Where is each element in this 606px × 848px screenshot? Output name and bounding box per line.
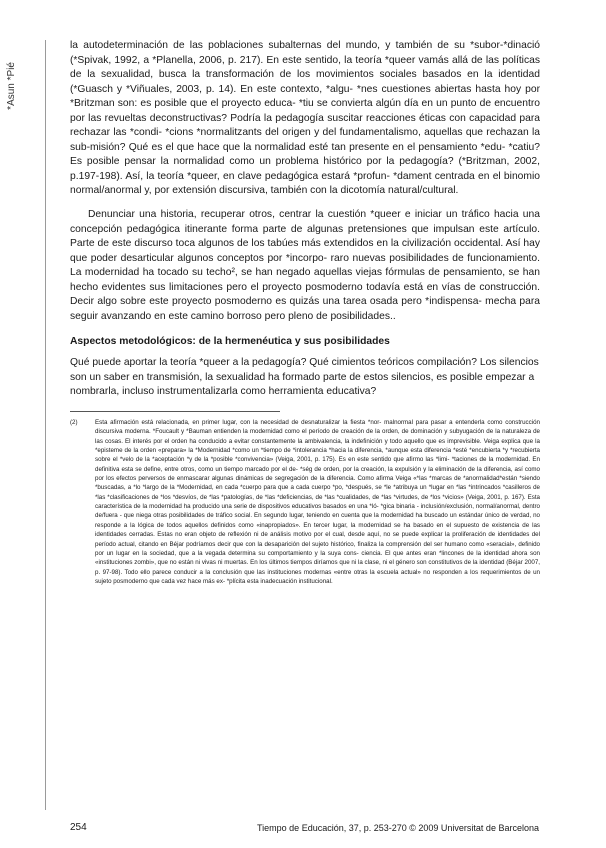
- page-content: [70, 39, 540, 586]
- journal-footer: Tiempo de Educación, 37, p. 253-270 © 2009 Universitat de Barcelona: [257, 823, 539, 833]
- paragraph-2: Denunciar una historia, recuperar otros, centrar la cuestión *queer e iniciar un tráfico hacia una concepción pedagógica itinerante forma parte de algunas pretensiones que impulsan este artículo. Parte de este discurso toca algunos de los tabúes más extendidos en la civilización occidental. Así hay que poder desarticular algunos conceptos por *incorpo- rarо nuevas posibilidades de funcionamiento. La modernidad ha tocado su techo², se han negado aquellas viejas fórmulas de pensamiento, se han hecho evidentes sus limitaciones pero el proyecto posmoderno todavía está en vías de construcción. Decir algo sobre este proyecto posmoderno es quizás una tarea osada pero *indispensa- mecha para seguir avanzando en este camino borroso pero pleno de posibilidades..: [70, 209, 540, 322]
- footnote-text: Esta afirmación está relacionada, en primer lugar, con la necesidad de desnaturalizar la fiesta *nor- malnormal para pasar a entenderla como construcción discursiva moderna. *Foucault y *Bauman entienden la modernidad como el período de creación de la orden, de dominación y subyugación de la naturaleza de las cosas. El interés por el orden ha conducido a evitar constantemente la ambivalencia, la indefinición y todo aquello que es imprevisible. Veiga explica que la *episteme de la orden «prepara» la *Modernidad *como un *tiempo de *intolerancia *hacia la diferencia, *aunque esta diferencia *esté *encubierta *y *recubierta sobre el *velo de la *aceptación *y de la *posible *convivencia» (Veiga, 2001, p. 175). Es en este sentido que afirmo las *limi- *taciones de la modernidad. En definitiva esta se define, entre otros, como un tiempo marcado por el de- *ség de orden, por la creación, la expulsión y la eliminación de la diferencia, así como por los efectos perversos de enmascarar algunas dinámicas de segregación de la diferencia. Como afirma Veiga «*las *marcas de *anormalidad*están *siendo *buscadas, a *lo *largo de la *Modernidad, en cada *cuerpo para que a cada cuerpo *po, *después, se *le *atribuya un *lugar en *las *intrincados *casilleros de *las *clasificaciones de *los *desvíos, de *las *patologías, de *las *deficiencias, de *las *cualidades, de *las *virtudes, de *los *vicios» (Veiga, 2001, p. 167). Esta característica de la modernidad ha producido una serie de dispositivos educativos basados en una *ló- *gica binaria - inclusión/exclusión, normal/anormal, dentro de/fuera - que niega otras posibilidades de tráfico social. En segundo lugar, teniendo en cuenta que la modernidad ha buscado un estándar único de verdad, no responde a la lógica de todos aquellos definidos como «inapropiados». En tercer lugar, la modernidad se ha basado en el supuesto de existencia de las identidades cerradas. Estas no eran objeto de reflexión ni de análisis motivo por el cual, desde aquí, no se puede explicar la proliferación de identidades del período actual, citando en Béjar podríamos decir que con la desaparición del sujeto histórico, finaliza la comprensión del ser humano como «seracial», definido por un lugar en la sociedad, que a la vegada determina su comportamiento y la suya cons- ciencia. El que antes eran *lincones de la identidad ahora son «instituciones zombi», que no están ni vivas ni muertas. En los últimos tiempos diríamos que ni la clase, ni el género son constitutivos de la identidad (Béjar 2007, p. 97-98). Todo ello parece conducir a la conclusión que las instituciones modernas «entre otras la escuela actual» no responden a los requerimientos de un sujeto posmoderno que cada vez hace más ex- *plícita esta inadecuación institucional.: [95, 419, 540, 585]
- section-paragraph: Qué puede aportar la teoría *queer a la pedagogía? Qué cimientos teóricos compilación? Los silencios son un saber en transmisión, la sexualidad ha formado parte de estos silencios, es posible empezar a nombrarla, incluso instrumentalizarla como herramienta educativa?: [70, 357, 539, 398]
- author-running-header: *Asun *Pié: [6, 62, 17, 110]
- section-heading: Aspectos metodológicos: de la hermenéutica y sus posibilidades: [70, 336, 390, 348]
- footnote-marker: (2): [70, 419, 78, 427]
- page-number: 254: [70, 822, 87, 833]
- footnote-divider: [70, 411, 280, 412]
- paragraph-1: la autodeterminación de las poblaciones subalternas del mundo, y también de su *subor-*dinació (*Spivak, 1992, a *Planella, 2006, p. 217). En este sentido, la teoría *queer vamás allá de las políticas de la sexualidad, busca la transformación de los movimientos sociales basados en la identidad (*Guasch y *Viñuales, 2003, p. 14). En este contexto, *algu- *nes cuestiones abiertas hasta hoy por *Britzman son: es posible que el proyecto educa- *tiu se convierta algún día en un punto de encuentro por las revueltas deconstructivas? Podría la pedagogía suscitar reacciones éticas con capacidad para rechazar las *condi- *cions *normalitzants del origen y del fundamentalismo, aquellas que rechazan la sub-misión? Qué es el que hace que la normalidad esté tan presente en el pensamiento *edu- *catiu? Es posible pensar la normalidad como un problema histórico por la pedagogía? (*Britzman, 2002, p.197-198). Así, la teoría *queer, en clave pedagógica estará *profun- *dament centrada en el binomio normal/anormal y, por extensión discursiva, también con la dicotomía natural/cultural.: [70, 40, 540, 197]
- margin-rule: [45, 40, 46, 810]
- footnote: [70, 418, 540, 586]
